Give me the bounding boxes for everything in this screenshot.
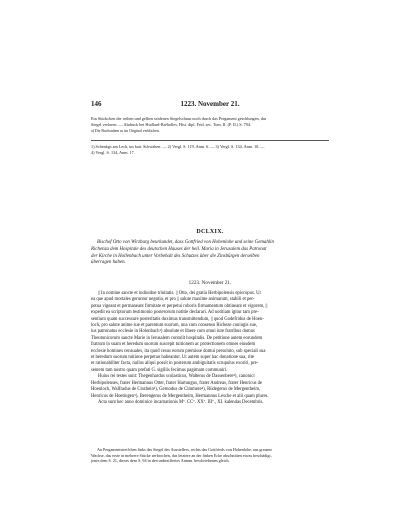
footnote-line: 4) Vergl. S. 134, Anm. 17. — [91, 150, 135, 155]
witness-line: Huius rei testes sunt: Thegenhardus scolasticus, Walterus de Dassenbere²), canonici — [98, 374, 255, 380]
seal-note-line: Ein Stückchen der rothen und gelben seidenen Siegelschnur noch durch das Pergament geschlungen, das — [91, 116, 267, 121]
text-line: et heredum suorum tuitione perpetuo habeantur. Ut autem super hac donatione sua, rite — [91, 355, 254, 361]
text-line: || In nomine sancte et indiuidue trinitatis. || Otto, dei gratia Herbipolensis episcopus. Ut — [98, 291, 261, 296]
header-date: 1223. November 21. — [180, 100, 240, 108]
text-line: et rationabiliter facta, nullus aliqui possit in posterum ambiguitatis scrupulus exoriri, pre- — [91, 361, 259, 367]
regest — [91, 240, 329, 267]
separator-rule — [91, 140, 329, 141]
text-line: Theutonicorum sancte Marie in Ierusalem contulit hospitalis. De petitione autem eorundem — [91, 335, 263, 341]
running-header — [91, 99, 329, 109]
regest-line: Richenza dem Hospitale des deutschen Hauses der heil. Maria in Jerusalem das Patronat — [91, 246, 267, 252]
page-number: 146 — [91, 100, 102, 108]
note-line: jenes dem S. 21, dieses dem S. 94 in den unbeziffertes Anmm. beschriebenen gleich. — [91, 458, 230, 464]
footnote-line: 1) Schenkgs am Lech, im bair. Schwaben. — 2) Vergl. S. 119, Anm. 6. — 3) Vergl. S. 134, Anm. 10. — — [91, 144, 265, 149]
text-line: sentium quam successure posteritatis duximus transmittendum, || quod Godefridus de Hoen- — [91, 316, 264, 322]
dating-line: Acta sunt hec anno dominice incarnationis Mº. CCº. XXº. IIIº., XI. kalendas Decembris. — [98, 399, 264, 405]
seal-note — [91, 116, 329, 137]
text-line: fratrum in suam et heredum suorum suscepit tuitionem ac protectionem omnes eiusdem — [91, 342, 256, 348]
text-line: ius patronatus ecclesie in Holenbach¹) absolute et libere cum omni iure fratribus domus — [91, 329, 255, 335]
regest-line: Bischof Otto von Wirzburg beurkundet, dass Gottfried von Hohenlohe und seine Gemahlin — [97, 240, 274, 245]
regest-line: der Kirche in Hollenbach unter Vorbehalt des Schutzes über die Zinsbürgen derselben — [91, 253, 260, 259]
document-text — [91, 291, 329, 406]
note-line: An Pergamentstreifchen links das Siegel des Ausstellers, rechts das Gottfrieds von Hohenlohe, aus grauem — [97, 447, 272, 452]
seal-note-line: Siegel verloren. — Abdruck bei Huillard-Bréholles, Hist. dipl. Frid. sec. Tom. II. (P. II.) S. 794. — [91, 122, 252, 127]
seal-note-line: a) Die Buchstaben ru im Original verblichen. — [91, 129, 160, 133]
archival-notes — [91, 447, 329, 464]
witness-line: Henricus de Hoetingen⁵), Berengerus de Mergentheim, Hermannus Lesche et alii quam plures. — [91, 393, 269, 399]
text-line: ecclesie homines censuales, ita quod cesus eorum premisse domui persoluto, sub speciali sua — [91, 348, 266, 354]
text-line: loch, pro salute anime sue et parentum suorum, una cum consensu Richeze coniugis sue, — [91, 323, 258, 329]
document-date: 1223. November 21. — [188, 280, 232, 286]
footnotes — [91, 144, 329, 158]
witness-line: Hoenloch, Walfradus de Cruthein³), Gernodus de Cimmere⁴), Rüdegerus de Mergentheim, — [91, 387, 261, 393]
text-line: ea que apud mortales geruntur negotia, et pro || salute maxime animarum, stabili et per- — [91, 297, 255, 303]
regest-line: überragen haben. — [91, 260, 126, 266]
witness-line: Herbipolenses, frater Hermannus Otter, frater Hartungus, frater Andreas, frater Henricus de — [91, 380, 263, 386]
document-number: DCLXIX. — [196, 229, 224, 235]
text-line: expedit ea scriptorum testimonio posterorum notitie declarari. Ad notitiam igitur tam pre- — [91, 310, 259, 316]
note-line: Wachse, das erste in mehrere Stücke zerbrochen, das letztere an der linken Ecke abschnitten etwas beschädigt, — [91, 452, 272, 458]
text-line: sentem tam nostro quam prefati G. sigillis fecimus pagimam communiri. — [91, 367, 228, 373]
text-line: petua vigeant et permaneant firmitate et perpetui roboris firmamentum obtineant et vigorem, || — [91, 303, 268, 309]
